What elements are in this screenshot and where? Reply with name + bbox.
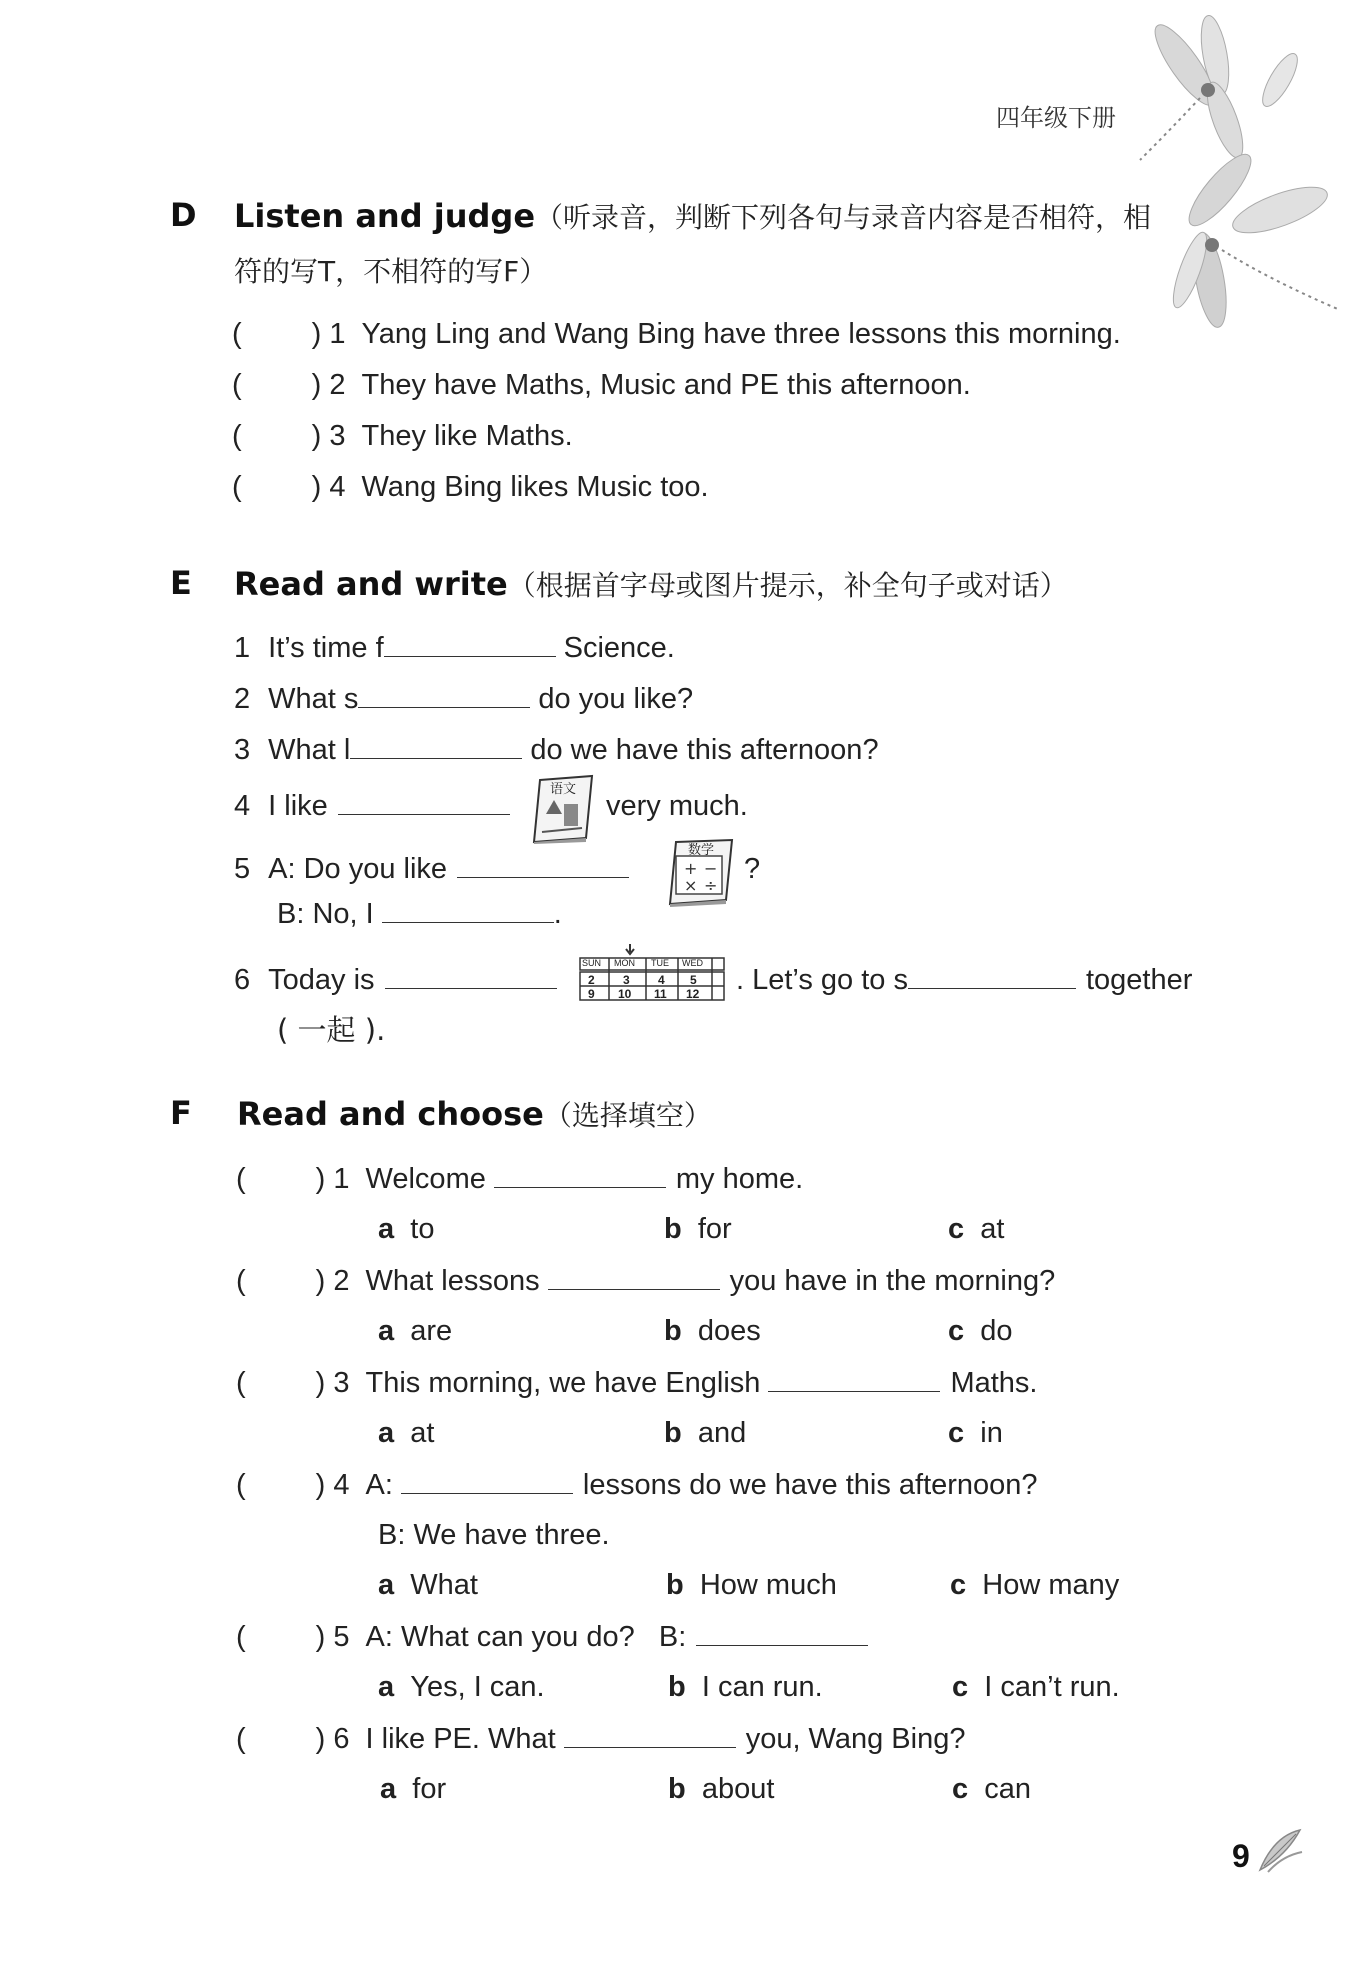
option-text: can — [984, 1773, 1032, 1805]
write-item-3 — [234, 734, 879, 767]
answer-paren-open[interactable]: ( — [236, 1723, 246, 1755]
answer-blank[interactable] — [564, 1725, 736, 1748]
answer-blank[interactable] — [494, 1165, 666, 1188]
option-c[interactable] — [948, 1417, 1003, 1450]
option-text: I can run. — [701, 1671, 823, 1703]
option-letter: c — [948, 1213, 965, 1245]
section-e-letter: E — [170, 564, 192, 602]
answer-blank[interactable] — [908, 966, 1076, 989]
option-letter: b — [664, 1315, 682, 1347]
section-f-letter: F — [170, 1094, 192, 1132]
sentence-start: What s — [268, 683, 359, 715]
option-letter: c — [948, 1417, 965, 1449]
option-b[interactable] — [668, 1773, 774, 1806]
option-text: How much — [699, 1569, 837, 1601]
option-c[interactable] — [952, 1773, 1031, 1806]
write-item-4-end: very much. — [606, 790, 748, 822]
svg-text:+: + — [684, 859, 698, 878]
option-letter: b — [668, 1671, 686, 1703]
answer-blank[interactable] — [457, 855, 629, 878]
write-item-5 — [234, 853, 629, 886]
sentence-end: together — [1085, 964, 1193, 996]
calendar-icon — [578, 942, 734, 1012]
svg-text:÷: ÷ — [704, 876, 718, 895]
item-number: ) 3 — [311, 420, 346, 452]
sentence-start: It’s time f — [268, 632, 384, 664]
calendar-day-tue: TUE — [651, 958, 669, 968]
judge-sentence: Wang Bing likes Music too. — [361, 471, 709, 503]
choose-item-5 — [236, 1621, 868, 1654]
chinese-book-icon — [532, 774, 594, 844]
leaf-decoration — [1256, 1826, 1306, 1876]
judge-sentence: Yang Ling and Wang Bing have three lessons this morning. — [361, 318, 1121, 350]
item-number: ) 6 — [315, 1723, 350, 1755]
item-number: 1 — [234, 632, 251, 664]
write-item-4 — [234, 790, 510, 823]
option-letter: b — [664, 1417, 682, 1449]
option-b[interactable] — [664, 1417, 746, 1450]
option-b[interactable] — [664, 1213, 732, 1246]
answer-blank[interactable] — [768, 1369, 940, 1392]
item-number: ) 3 — [315, 1367, 350, 1399]
option-text: to — [410, 1213, 435, 1245]
option-text: How many — [982, 1569, 1120, 1601]
write-item-6-note: ( 一起 ). — [277, 1013, 386, 1047]
write-item-6-cont — [736, 964, 1192, 997]
option-letter: c — [950, 1569, 967, 1601]
answer-paren-open[interactable]: ( — [232, 318, 242, 350]
answer-blank[interactable] — [548, 1267, 720, 1290]
question-end: lessons do we have this afternoon? — [582, 1469, 1038, 1501]
question-end: you, Wang Bing? — [745, 1723, 966, 1755]
answer-blank[interactable] — [382, 900, 554, 923]
sentence-start: Today is — [268, 964, 375, 996]
calendar-day-wed: WED — [682, 958, 703, 968]
judge-item-3 — [232, 420, 573, 453]
write-item-6 — [234, 964, 557, 997]
section-f-title: Read and choose — [237, 1095, 544, 1133]
option-letter: b — [668, 1773, 686, 1805]
calendar-date: 12 — [686, 987, 700, 1001]
item-number: 6 — [234, 964, 251, 996]
question-start: A: What can you do? B: — [365, 1621, 687, 1653]
option-text: in — [980, 1417, 1003, 1449]
answer-blank[interactable] — [358, 685, 530, 708]
option-b[interactable] — [668, 1671, 823, 1704]
option-text: about — [701, 1773, 775, 1805]
option-a[interactable] — [378, 1315, 452, 1348]
calendar-day-sun: SUN — [582, 958, 602, 968]
answer-paren-open[interactable]: ( — [236, 1621, 246, 1653]
option-a[interactable] — [380, 1773, 446, 1806]
section-d-instruction-cont: 符的写T，不相符的写F） — [234, 255, 548, 288]
calendar-date: 2 — [588, 973, 595, 987]
calendar-date: 4 — [658, 973, 665, 987]
item-number: ) 1 — [311, 318, 346, 350]
option-a[interactable] — [378, 1213, 434, 1246]
option-c[interactable] — [950, 1569, 1119, 1602]
judge-item-2 — [232, 369, 971, 402]
answer-paren-open[interactable]: ( — [236, 1367, 246, 1399]
question-end: my home. — [675, 1163, 804, 1195]
option-c[interactable] — [952, 1671, 1120, 1704]
answer-blank[interactable] — [338, 792, 510, 815]
option-text: at — [980, 1213, 1005, 1245]
judge-item-1 — [232, 318, 1121, 351]
option-text: I can’t run. — [984, 1671, 1120, 1703]
answer-paren-open[interactable]: ( — [236, 1265, 246, 1297]
option-letter: c — [948, 1315, 965, 1347]
choose-item-4-reply: B: We have three. — [378, 1519, 610, 1551]
answer-paren-open[interactable]: ( — [236, 1163, 246, 1195]
choose-item-3 — [236, 1367, 1037, 1400]
option-text: are — [410, 1315, 453, 1347]
item-number: 2 — [234, 683, 251, 715]
answer-blank[interactable] — [385, 966, 557, 989]
section-e-instruction: （根据首字母或图片提示，补全句子或对话） — [507, 569, 1068, 602]
reply-end: . — [553, 898, 562, 930]
svg-text:−: − — [704, 859, 718, 878]
question-start: Welcome — [365, 1163, 486, 1195]
item-number: 5 — [234, 853, 251, 885]
option-text: What — [410, 1569, 478, 1601]
answer-blank[interactable] — [401, 1471, 573, 1494]
option-letter: a — [380, 1773, 397, 1805]
chinese-book-label: 语文 — [550, 782, 577, 797]
question-end: you have in the morning? — [729, 1265, 1056, 1297]
item-number: 4 — [234, 790, 251, 822]
option-c[interactable] — [948, 1315, 1013, 1348]
maths-book-label: 数学 — [688, 843, 715, 858]
write-item-5-reply — [277, 898, 562, 931]
answer-paren-open[interactable]: ( — [232, 369, 242, 401]
option-b[interactable] — [666, 1569, 837, 1602]
option-text: Yes, I can. — [410, 1671, 545, 1703]
option-text: for — [412, 1773, 447, 1805]
question-start: This morning, we have English — [365, 1367, 761, 1399]
calendar-date: 3 — [623, 973, 630, 987]
item-number: ) 1 — [315, 1163, 350, 1195]
sentence-end: do you like? — [538, 683, 694, 715]
option-letter: c — [952, 1773, 969, 1805]
option-b[interactable] — [664, 1315, 761, 1348]
judge-sentence: They have Maths, Music and PE this afternoon. — [361, 369, 971, 401]
sentence-start: A: Do you like — [268, 853, 448, 885]
dragonfly-decoration-middle — [1150, 150, 1350, 370]
sentence-end: Science. — [563, 632, 675, 664]
reply-start: B: No, I — [277, 898, 374, 930]
option-letter: a — [378, 1315, 395, 1347]
judge-item-4 — [232, 471, 709, 504]
item-number: 3 — [234, 734, 251, 766]
option-letter: b — [666, 1569, 684, 1601]
section-e-title: Read and write — [234, 565, 508, 603]
calendar-date: 9 — [588, 987, 595, 1001]
option-text: and — [697, 1417, 747, 1449]
choose-item-1 — [236, 1163, 803, 1196]
item-number: ) 2 — [311, 369, 346, 401]
question-start: I like PE. What — [365, 1723, 556, 1755]
option-a[interactable] — [378, 1671, 545, 1704]
option-text: does — [697, 1315, 761, 1347]
answer-blank[interactable] — [696, 1623, 868, 1646]
option-a[interactable] — [378, 1417, 434, 1450]
sentence-start: I like — [268, 790, 328, 822]
sentence-middle: . Let’s go to s — [736, 964, 908, 996]
write-item-2 — [234, 683, 693, 716]
answer-paren-open[interactable]: ( — [232, 420, 242, 452]
option-letter: a — [378, 1569, 395, 1601]
write-item-1 — [234, 632, 675, 665]
judge-sentence: They like Maths. — [361, 420, 573, 452]
option-text: for — [697, 1213, 732, 1245]
question-end: Maths. — [950, 1367, 1038, 1399]
section-d-title: Listen and judge — [234, 197, 536, 235]
calendar-date: 5 — [690, 973, 697, 987]
dragonfly-decoration-top — [1130, 10, 1330, 170]
choose-item-6 — [236, 1723, 965, 1756]
section-d-letter: D — [170, 196, 197, 234]
calendar-date: 11 — [654, 987, 667, 1001]
answer-paren-open[interactable]: ( — [232, 471, 242, 503]
question-start: A: — [365, 1469, 393, 1501]
option-c[interactable] — [948, 1213, 1004, 1246]
sentence-start: What l — [268, 734, 351, 766]
question-start: What lessons — [365, 1265, 540, 1297]
page-number: 9 — [1232, 1838, 1250, 1874]
item-number: ) 5 — [315, 1621, 350, 1653]
sentence-end: do we have this afternoon? — [530, 734, 879, 766]
option-letter: a — [378, 1417, 395, 1449]
choose-item-4 — [236, 1469, 1038, 1502]
item-number: ) 4 — [315, 1469, 350, 1501]
item-number: ) 2 — [315, 1265, 350, 1297]
maths-book-icon — [666, 838, 734, 908]
answer-blank[interactable] — [350, 736, 522, 759]
svg-text:×: × — [684, 876, 698, 895]
calendar-date: 10 — [618, 987, 632, 1001]
section-f-instruction: （选择填空） — [543, 1099, 712, 1132]
write-item-5-end: ? — [744, 853, 761, 885]
option-letter: a — [378, 1213, 395, 1245]
option-a[interactable] — [378, 1569, 478, 1602]
grade-label: 四年级下册 — [996, 104, 1116, 132]
choose-item-2 — [236, 1265, 1055, 1298]
item-number: ) 4 — [311, 471, 346, 503]
option-letter: b — [664, 1213, 682, 1245]
calendar-day-mon: MON — [614, 958, 635, 968]
option-text: do — [980, 1315, 1013, 1347]
option-text: at — [410, 1417, 435, 1449]
answer-blank[interactable] — [384, 634, 556, 657]
option-letter: a — [378, 1671, 395, 1703]
option-letter: c — [952, 1671, 969, 1703]
section-d-instruction: （听录音，判断下列各句与录音内容是否相符，相 — [535, 201, 1152, 234]
answer-paren-open[interactable]: ( — [236, 1469, 246, 1501]
